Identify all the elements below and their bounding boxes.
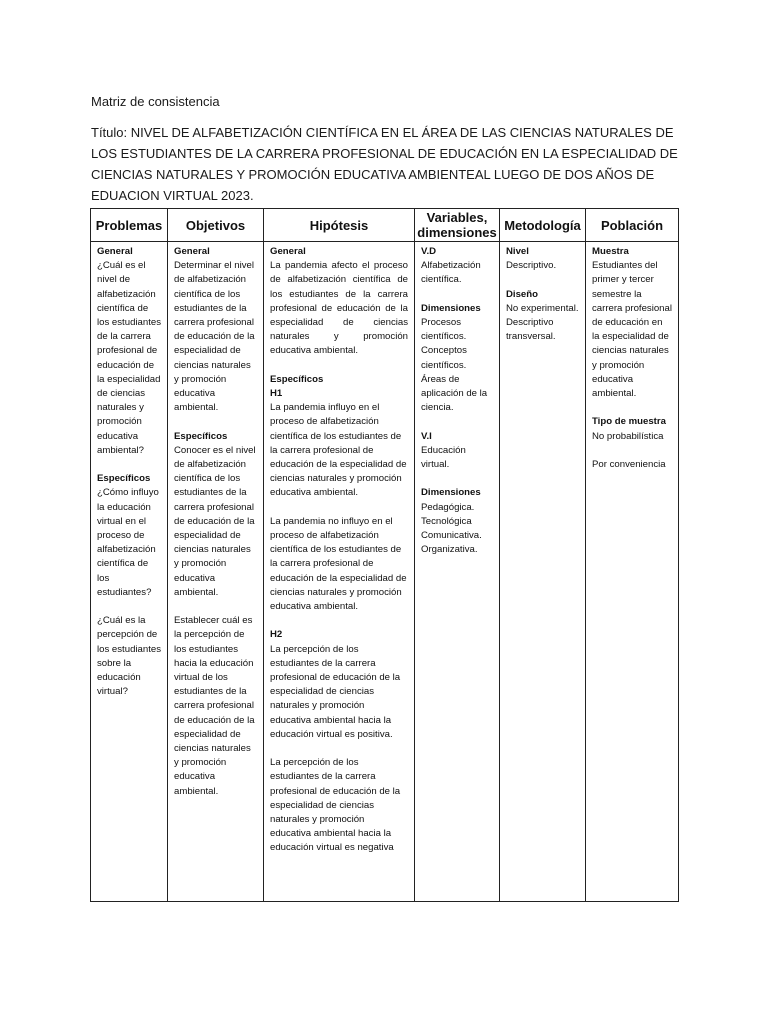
- variables-dimension-item: Áreas de aplicación de la ciencia.: [421, 373, 488, 414]
- variables-dimension-item: Pedagógica.: [421, 501, 475, 513]
- poblacion-tipo-label: Tipo de muestra: [592, 416, 666, 428]
- table-row: [91, 242, 679, 902]
- document-title: Título: NIVEL DE ALFABETIZACIÓN CIENTÍFICA EN EL ÁREA DE LAS CIENCIAS NATURALES DE LOS ESTUDIANTES DE LA CARRERA PROFESIONAL DE EDUCACIÓN EN LA ESPECIALIDAD DE CIENCIAS NATURALES Y PROMOCIÓN EDUCATIVA AMBIENTEAL LUEGO DE DOS AÑOS DE EDUACION VIRTUAL 2023.: [91, 125, 678, 203]
- variables-vi-label: V.I: [421, 430, 432, 442]
- poblacion-conveniencia-text: Por conveniencia: [592, 459, 666, 471]
- objetivos-especificos-label: Específicos: [174, 430, 228, 442]
- objetivos-especifico-1: Conocer es el nivel de alfabetización científica de los estudiantes de la carrera profesional de educación de la especialidad de ciencias naturales y promoción educativa ambiental.: [174, 444, 256, 598]
- document-heading: Matriz de consistencia: [91, 94, 220, 109]
- poblacion-muestra-text: Estudiantes del primer y tercer semestre la carrera profesional de educación en la especialidad de ciencias naturales y promoción educativa ambiental.: [592, 260, 672, 400]
- hipotesis-especificos-label: Específicos: [270, 373, 324, 385]
- header-metodologia: Metodología: [500, 209, 586, 242]
- cell-poblacion: [586, 242, 679, 902]
- problemas-general-text: ¿Cuál es el nivel de alfabetización científica de los estudiantes de la carrera profesional de educación de la especialidad de ciencias naturales y promoción educativa ambiental?: [97, 260, 161, 456]
- cell-metodologia: [500, 242, 586, 902]
- variables-dimension-item: Organizativa.: [421, 544, 478, 556]
- hipotesis-general-label: General: [270, 246, 306, 257]
- header-hipotesis: Hipótesis: [264, 209, 415, 242]
- problemas-general-label: General: [97, 246, 133, 257]
- metodologia-nivel-text: Descriptivo.: [506, 260, 557, 272]
- hipotesis-h2-label: H2: [270, 629, 283, 641]
- variables-dimensiones-2-label: Dimensiones: [421, 487, 481, 499]
- metodologia-diseno-label: Diseño: [506, 288, 538, 300]
- hipotesis-h1-text-b: La pandemia no influyo en el proceso de alfabetización científica de los estudiantes de la carrera profesional de educación de la especialidad de ciencias naturales y promoción educativa ambiental.: [270, 515, 407, 613]
- hipotesis-h1-label: H1: [270, 388, 283, 400]
- variables-vd-label: V.D: [421, 246, 437, 257]
- objetivos-general-label: General: [174, 246, 210, 257]
- table-header-row: [91, 209, 679, 242]
- hipotesis-h1-text-a: La pandemia influyo en el proceso de alfabetización científica de los estudiantes de la carrera profesional de educación de la especialidad de ciencias naturales y promoción educativa ambiental.: [270, 402, 407, 499]
- cell-objetivos: [168, 242, 264, 902]
- problemas-especifico-2: ¿Cuál es la percepción de los estudiantes sobre la educación virtual?: [97, 615, 161, 698]
- variables-dimension-item: Comunicativa.: [421, 530, 482, 542]
- cell-problemas: [91, 242, 168, 902]
- hipotesis-h2-text-a: La percepción de los estudiantes de la carrera profesional de educación de la especialidad de ciencias naturales y promoción educativa ambiental hacia la educación virtual es positiva.: [270, 643, 401, 740]
- variables-vd-text: Alfabetización científica.: [421, 260, 481, 286]
- metodologia-diseno-text: No experimental. Descriptivo transversal.: [506, 302, 579, 343]
- header-objetivos: Objetivos: [168, 209, 264, 242]
- metodologia-nivel-label: Nivel: [506, 246, 529, 257]
- consistency-matrix-table: [90, 208, 679, 902]
- variables-dimension-item: Procesos científicos.: [421, 317, 467, 343]
- cell-hipotesis: [264, 242, 415, 902]
- header-variables: Variables, dimensiones: [415, 209, 500, 242]
- variables-dimension-item: Tecnológica: [421, 515, 472, 527]
- header-poblacion: Población: [586, 209, 679, 242]
- header-problemas: Problemas: [91, 209, 168, 242]
- variables-vi-text: Educación virtual.: [421, 444, 466, 471]
- cell-variables: [415, 242, 500, 902]
- hipotesis-general-text: La pandemia afecto el proceso de alfabetización científica de los estudiantes de la carrera profesional de educación de la especialidad de ciencias naturales y promoción educativa ambiental.: [270, 260, 408, 357]
- variables-dimensiones-1-label: Dimensiones: [421, 302, 481, 314]
- problemas-especifico-1: ¿Cómo influyo la educación virtual en el proceso de alfabetización científica de los estudiantes?: [97, 487, 159, 598]
- poblacion-tipo-text: No probabilística: [592, 430, 664, 442]
- problemas-especificos-label: Específicos: [97, 473, 151, 485]
- hipotesis-h2-text-b: La percepción de los estudiantes de la carrera profesional de educación de la especialidad de ciencias naturales y promoción educativa ambiental hacia la educación virtual es negativa: [270, 757, 401, 854]
- variables-dimension-item: Conceptos científicos.: [421, 345, 467, 371]
- objetivos-especifico-2: Establecer cuál es la percepción de los estudiantes hacia la educación virtual de los estudiantes de la carrera profesional de educación de la especialidad de ciencias naturales y promoción educativa ambiental.: [174, 615, 255, 797]
- poblacion-muestra-label: Muestra: [592, 246, 629, 257]
- objetivos-general-text: Determinar el nivel de alfabetización científica de los estudiantes de la carrera profesional de educación de la especialidad de ciencias naturales y promoción educativa ambiental.: [174, 260, 255, 414]
